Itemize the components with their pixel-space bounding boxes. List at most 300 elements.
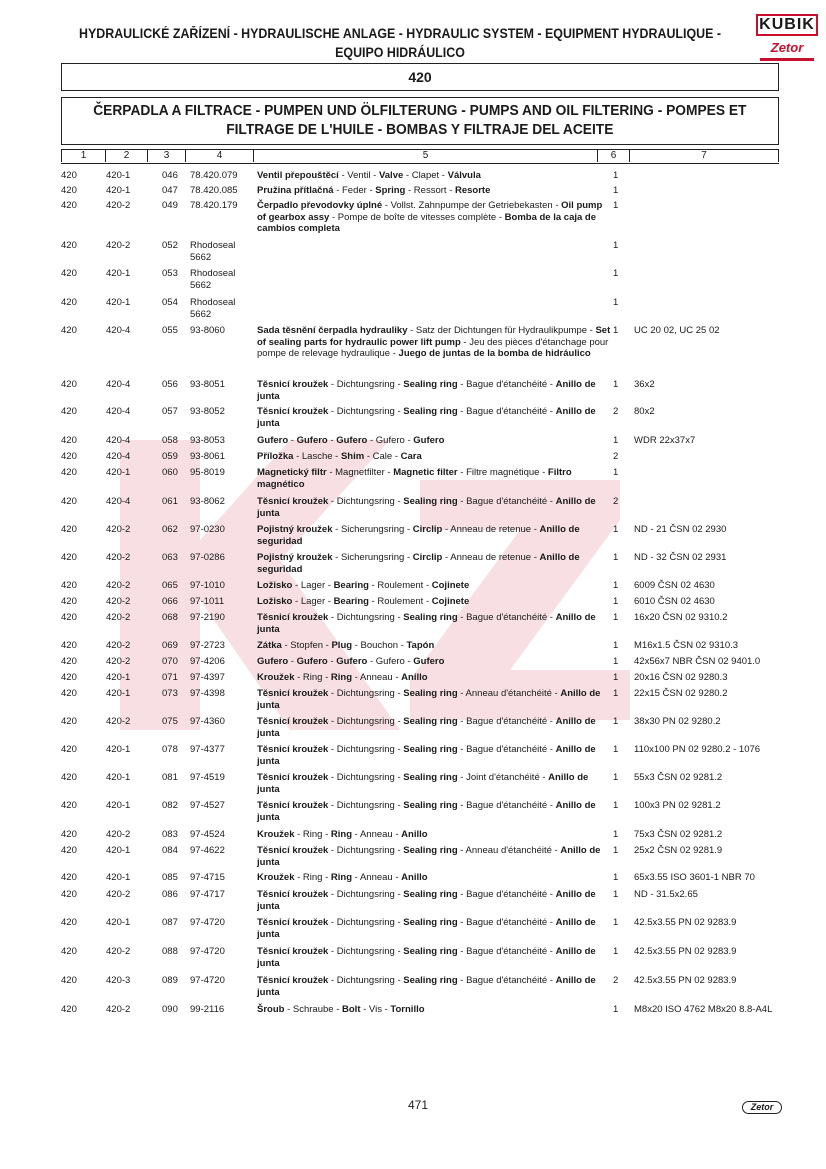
description-bold-text: Anillo de junta [257, 612, 596, 635]
description-bold-text: Magnetic filter [393, 467, 458, 478]
cell-c3: 058 [162, 435, 178, 446]
description-bold-text: Kroužek [257, 872, 295, 883]
cell-c1: 420 [61, 406, 77, 417]
cell-c4: 97-4398 [190, 688, 225, 699]
description-bold-text: Sealing ring [403, 496, 458, 507]
description-bold-text: Cojinete [431, 596, 470, 607]
cell-c3: 085 [162, 872, 178, 883]
cell-c4: 97-4715 [190, 872, 225, 883]
cell-c2: 420-1 [106, 845, 131, 856]
description-bold-text: Anillo de seguridad [257, 552, 580, 575]
cell-c6: 1 [613, 716, 619, 727]
description-bold-text: Filtro magnético [257, 467, 572, 490]
cell-c2: 420-4 [106, 379, 131, 390]
cell-c2: 420-4 [106, 435, 131, 446]
description-bold-text: Těsnicí kroužek [257, 379, 329, 390]
cell-c3: 090 [162, 1004, 178, 1015]
cell-c6: 1 [613, 845, 619, 856]
description-bold-text: Anillo [401, 872, 428, 883]
cell-c6: 1 [613, 200, 619, 211]
cell-c1: 420 [61, 379, 77, 390]
cell-c1: 420 [61, 240, 77, 251]
description-text: - Vollst. Zahnpumpe der Getriebekasten - [382, 200, 562, 211]
description-text: - Lager - [292, 580, 334, 591]
cell-c1: 420 [61, 596, 77, 607]
cell-c1: 420 [61, 744, 77, 755]
description-bold-text: Bearing [333, 580, 369, 591]
cell-c3: 049 [162, 200, 178, 211]
description-bold-text: Bolt [342, 1004, 361, 1015]
cell-c3: 069 [162, 640, 178, 651]
description-bold-text: Sealing ring [403, 975, 458, 986]
cell-c2: 420-1 [106, 185, 131, 196]
cell-c4: Rhodoseal 5662 [190, 297, 236, 320]
cell-c4: 97-4360 [190, 716, 225, 727]
cell-c3: 053 [162, 268, 178, 279]
description-text: - Bague d'étanchéité - [457, 496, 556, 507]
cell-c3: 068 [162, 612, 178, 623]
description-text: - [327, 435, 337, 446]
cell-c1: 420 [61, 872, 77, 883]
cell-c1: 420 [61, 975, 77, 986]
cell-c2: 420-2 [106, 612, 131, 623]
cell-c7: 20x16 ČSN 02 9280.3 [634, 672, 728, 683]
description-bold-text: Těsnicí kroužek [257, 772, 329, 783]
description-text: - Feder - [333, 185, 376, 196]
cell-c6: 1 [613, 435, 619, 446]
column-header-row [61, 149, 779, 164]
column-header-1: 1 [61, 150, 105, 162]
description-bold-text: Sealing ring [403, 845, 458, 856]
cell-c1: 420 [61, 800, 77, 811]
cell-c7: 75x3 ČSN 02 9281.2 [634, 829, 723, 840]
description-text: - Schraube - [284, 1004, 343, 1015]
cell-c4: 97-4377 [190, 744, 225, 755]
cell-c4: 97-1011 [190, 596, 225, 607]
cell-c7: 38x30 PN 02 9280.2 [634, 716, 721, 727]
description-bold-text: Gufero [413, 435, 445, 446]
description-bold-text: Gufero [336, 656, 368, 667]
column-header-7: 7 [629, 150, 779, 162]
cell-c4: 78.420.179 [190, 200, 238, 211]
description-text: - Gufero - [367, 656, 414, 667]
description-bold-text: Šroub [257, 1004, 285, 1015]
cell-c6: 1 [613, 672, 619, 683]
description-text: - Bague d'étanchéité - [457, 744, 556, 755]
cell-c4: 97-4524 [190, 829, 225, 840]
description-bold-text: Sealing ring [403, 379, 458, 390]
cell-description [257, 845, 612, 868]
description-bold-text: Anillo de junta [257, 496, 596, 519]
cell-c3: 073 [162, 688, 178, 699]
description-text: - Pompe de boîte de vitesses complète - [329, 211, 505, 223]
description-bold-text: Ring [330, 672, 353, 683]
cell-c2: 420-4 [106, 406, 131, 417]
cell-c1: 420 [61, 185, 77, 196]
cell-c3: 047 [162, 185, 178, 196]
cell-description [257, 716, 612, 739]
cell-c7: WDR 22x37x7 [634, 435, 696, 446]
cell-c2: 420-1 [106, 467, 131, 478]
description-bold-text: Set of sealing parts for hydraulic power lift pump [257, 325, 611, 348]
description-text: - Dichtungsring - [328, 772, 404, 783]
cell-c1: 420 [61, 716, 77, 727]
description-bold-text: Pružina přítlačná [257, 185, 334, 196]
cell-c4: 97-4720 [190, 946, 225, 957]
page-title [69, 24, 731, 62]
cell-c7: 16x20 ČSN 02 9310.2 [634, 612, 728, 623]
description-bold-text: Sealing ring [403, 800, 458, 811]
description-bold-text: Těsnicí kroužek [257, 744, 329, 755]
description-text: - Ring - [294, 872, 331, 883]
cell-description [257, 451, 612, 463]
cell-c2: 420-4 [106, 451, 131, 462]
description-bold-text: Ložisko [257, 596, 293, 607]
cell-description [257, 325, 612, 360]
description-text: - [288, 656, 297, 667]
cell-c2: 420-1 [106, 744, 131, 755]
description-text: - Dichtungsring - [328, 917, 404, 928]
cell-c1: 420 [61, 656, 77, 667]
description-text: - Anneau d'étanchéité - [457, 688, 561, 699]
description-text: - Dichtungsring - [328, 744, 404, 755]
cell-c4: 97-4527 [190, 800, 225, 811]
description-bold-text: Sealing ring [403, 744, 458, 755]
cell-c6: 1 [613, 656, 619, 667]
description-text: - Sicherungsring - [332, 552, 413, 563]
cell-c3: 089 [162, 975, 178, 986]
cell-c1: 420 [61, 552, 77, 563]
description-bold-text: Válvula [447, 170, 481, 181]
cell-c7: 80x2 [634, 406, 655, 417]
cell-c6: 1 [613, 552, 619, 563]
cell-description [257, 640, 612, 652]
cell-c1: 420 [61, 917, 77, 928]
description-text: - Bague d'étanchéité - [457, 975, 556, 986]
column-header-6: 6 [597, 150, 629, 162]
description-text: - Anneau de retenue - [442, 552, 540, 563]
description-bold-text: Těsnicí kroužek [257, 946, 329, 957]
description-bold-text: Anillo de junta [257, 772, 589, 795]
description-bold-text: Cara [400, 451, 422, 462]
cell-description [257, 170, 612, 182]
description-bold-text: Anillo [401, 829, 428, 840]
cell-c7: 42.5x3.55 PN 02 9283.9 [634, 946, 737, 957]
cell-c2: 420-2 [106, 946, 131, 957]
cell-c2: 420-2 [106, 716, 131, 727]
cell-description [257, 200, 612, 235]
cell-c2: 420-2 [106, 524, 131, 535]
cell-c6: 2 [613, 975, 619, 986]
cell-c3: 057 [162, 406, 178, 417]
cell-description [257, 406, 612, 429]
cell-c1: 420 [61, 451, 77, 462]
cell-c7: ND - 21 ČSN 02 2930 [634, 524, 727, 535]
cell-c2: 420-1 [106, 268, 131, 279]
cell-c4: 97-4397 [190, 672, 225, 683]
description-text: - Dichtungsring - [328, 612, 404, 623]
description-text: - Bague d'étanchéité - [457, 612, 556, 623]
cell-c1: 420 [61, 580, 77, 591]
description-text: - Bague d'étanchéité - [457, 379, 556, 390]
cell-c6: 1 [613, 772, 619, 783]
cell-c6: 1 [613, 946, 619, 957]
description-bold-text: Circlip [412, 524, 443, 535]
cell-c3: 081 [162, 772, 178, 783]
cell-c6: 2 [613, 406, 619, 417]
cell-c2: 420-2 [106, 656, 131, 667]
description-bold-text: Ložisko [257, 580, 293, 591]
cell-c1: 420 [61, 889, 77, 900]
cell-c7: M16x1.5 ČSN 02 9310.3 [634, 640, 739, 651]
cell-c7: 42.5x3.55 PN 02 9283.9 [634, 917, 737, 928]
group-number-box: 420 [61, 63, 779, 91]
description-text: - Dichtungsring - [328, 975, 404, 986]
cell-description [257, 946, 612, 969]
description-bold-text: Anillo de junta [257, 716, 596, 739]
cell-c4: 97-1010 [190, 580, 225, 591]
cell-c7: 36x2 [634, 379, 655, 390]
cell-description [257, 1004, 612, 1016]
cell-c2: 420-2 [106, 240, 131, 251]
cell-description [257, 975, 612, 998]
cell-c4: 97-2190 [190, 612, 225, 623]
cell-description [257, 672, 612, 684]
cell-c7: 55x3 ČSN 02 9281.2 [634, 772, 723, 783]
cell-c1: 420 [61, 612, 77, 623]
description-bold-text: Kroužek [257, 829, 295, 840]
description-bold-text: Sealing ring [403, 406, 458, 417]
description-text: - Bague d'étanchéité - [457, 800, 556, 811]
description-bold-text: Čerpadlo převodovky úplné [257, 200, 383, 211]
cell-c2: 420-1 [106, 917, 131, 928]
description-bold-text: Příložka [257, 451, 294, 462]
cell-description [257, 772, 612, 795]
description-text: - Roulement - [368, 596, 432, 607]
section-title-box [61, 97, 779, 145]
description-bold-text: Sada těsnění čerpadla hydrauliky [257, 325, 408, 336]
cell-c3: 084 [162, 845, 178, 856]
cell-c1: 420 [61, 170, 77, 181]
cell-c3: 086 [162, 889, 178, 900]
cell-description [257, 524, 612, 547]
cell-c2: 420-2 [106, 889, 131, 900]
description-text: - Dichtungsring - [328, 379, 404, 390]
cell-c6: 1 [613, 1004, 619, 1015]
cell-c1: 420 [61, 325, 77, 336]
description-text: - Clapet - [403, 170, 448, 181]
cell-c7: ND - 32 ČSN 02 2931 [634, 552, 727, 563]
cell-c6: 1 [613, 240, 619, 251]
cell-c3: 082 [162, 800, 178, 811]
cell-c3: 056 [162, 379, 178, 390]
description-bold-text: Spring [375, 185, 406, 196]
description-bold-text: Anillo de seguridad [257, 524, 580, 547]
description-bold-text: Pojistný kroužek [257, 524, 333, 535]
cell-c6: 1 [613, 596, 619, 607]
cell-c6: 1 [613, 800, 619, 811]
description-bold-text: Cojinete [431, 580, 470, 591]
description-bold-text: Anillo [401, 672, 428, 683]
description-text: - Dichtungsring - [328, 889, 404, 900]
description-text: - Ring - [294, 829, 331, 840]
cell-description [257, 435, 612, 447]
description-bold-text: Ring [330, 872, 353, 883]
description-text: - Joint d'étanchéité - [457, 772, 549, 783]
cell-c3: 052 [162, 240, 178, 251]
cell-c3: 087 [162, 917, 178, 928]
description-bold-text: Těsnicí kroužek [257, 800, 329, 811]
cell-c1: 420 [61, 200, 77, 211]
cell-c3: 070 [162, 656, 178, 667]
cell-c6: 1 [613, 829, 619, 840]
description-bold-text: Resorte [454, 185, 491, 196]
description-bold-text: Těsnicí kroužek [257, 612, 329, 623]
section-title-line-1: ČERPADLA A FILTRACE - PUMPEN UND ÖLFILTERUNG - PUMPS AND OIL FILTERING - POMPES ET [93, 103, 747, 119]
description-bold-text: Anillo de junta [257, 975, 596, 998]
description-bold-text: Bomba de la caja de cambios completa [257, 211, 596, 234]
cell-description [257, 580, 612, 592]
cell-c3: 088 [162, 946, 178, 957]
cell-c1: 420 [61, 268, 77, 279]
cell-c1: 420 [61, 297, 77, 308]
cell-c7: M8x20 ISO 4762 M8x20 8.8-A4L [634, 1004, 773, 1015]
cell-c7: 100x3 PN 02 9281.2 [634, 800, 721, 811]
cell-c2: 420-4 [106, 496, 131, 507]
description-text: - Magnetfilter - [326, 467, 394, 478]
description-bold-text: Kroužek [257, 672, 295, 683]
description-text: - Ring - [294, 672, 331, 683]
cell-c3: 060 [162, 467, 178, 478]
cell-c4: 97-4720 [190, 917, 225, 928]
description-bold-text: Sealing ring [403, 772, 458, 783]
description-text: - Bague d'étanchéité - [457, 716, 556, 727]
cell-c4: Rhodoseal 5662 [190, 268, 236, 291]
cell-c1: 420 [61, 640, 77, 651]
cell-c1: 420 [61, 1004, 77, 1015]
cell-c4: Rhodoseal 5662 [190, 240, 236, 263]
cell-c6: 1 [613, 297, 619, 308]
description-text: - Lasche - [293, 451, 341, 462]
kubik-logo-text: KUBIK [756, 14, 818, 36]
description-bold-text: Sealing ring [403, 716, 458, 727]
cell-c7: 42.5x3.55 PN 02 9283.9 [634, 975, 737, 986]
cell-c2: 420-4 [106, 325, 131, 336]
cell-c4: 97-0286 [190, 552, 225, 563]
cell-c4: 99-2116 [190, 1004, 225, 1015]
cell-c1: 420 [61, 524, 77, 535]
cell-c6: 1 [613, 325, 619, 336]
cell-description [257, 596, 612, 608]
description-text: - Dichtungsring - [328, 800, 404, 811]
cell-c2: 420-2 [106, 640, 131, 651]
cell-c6: 1 [613, 872, 619, 883]
cell-c3: 055 [162, 325, 178, 336]
cell-c7: UC 20 02, UC 25 02 [634, 325, 720, 336]
cell-c7: 22x15 ČSN 02 9280.2 [634, 688, 728, 699]
description-bold-text: Gufero [257, 435, 289, 446]
cell-c1: 420 [61, 772, 77, 783]
cell-description [257, 889, 612, 912]
cell-c6: 1 [613, 889, 619, 900]
description-text: - Bague d'étanchéité - [457, 946, 556, 957]
cell-c1: 420 [61, 467, 77, 478]
cell-description [257, 744, 612, 767]
cell-c4: 78.420.085 [190, 185, 238, 196]
description-bold-text: Sealing ring [403, 889, 458, 900]
cell-c3: 083 [162, 829, 178, 840]
description-bold-text: Gufero [413, 656, 445, 667]
cell-c2: 420-1 [106, 688, 131, 699]
cell-c6: 1 [613, 524, 619, 535]
zetor-footer-logo: Zetor [742, 1101, 782, 1114]
description-bold-text: Sealing ring [403, 946, 458, 957]
cell-c2: 420-1 [106, 872, 131, 883]
cell-c2: 420-2 [106, 1004, 131, 1015]
cell-c2: 420-1 [106, 297, 131, 308]
description-text: - Roulement - [368, 580, 432, 591]
description-bold-text: Pojistný kroužek [257, 552, 333, 563]
cell-c6: 1 [613, 268, 619, 279]
cell-c3: 071 [162, 672, 178, 683]
description-text: - [327, 656, 337, 667]
description-bold-text: Anillo de junta [257, 744, 596, 767]
description-text: - Bague d'étanchéité - [457, 917, 556, 928]
description-bold-text: Anillo de junta [257, 917, 596, 940]
cell-c2: 420-2 [106, 596, 131, 607]
cell-c3: 059 [162, 451, 178, 462]
column-header-5: 5 [253, 150, 597, 162]
cell-c1: 420 [61, 496, 77, 507]
cell-c7: 65x3.55 ISO 3601-1 NBR 70 [634, 872, 755, 883]
page-title-line-1: HYDRAULICKÉ ZAŘÍZENÍ - HYDRAULISCHE ANLAGE - HYDRAULIC SYSTEM - EQUIPMENT HYDRAULIQUE - [79, 26, 721, 41]
description-text: - Ventil - [338, 170, 379, 181]
cell-c4: 78.420.079 [190, 170, 238, 181]
description-bold-text: Ventil přepouštěcí [257, 170, 339, 181]
cell-c4: 93-8052 [190, 406, 225, 417]
cell-c6: 1 [613, 467, 619, 478]
cell-c1: 420 [61, 672, 77, 683]
description-text: - Cale - [364, 451, 401, 462]
description-text: - Vis - [360, 1004, 391, 1015]
cell-c4: 93-8062 [190, 496, 225, 507]
description-bold-text: Valve [378, 170, 404, 181]
cell-c4: 97-2723 [190, 640, 225, 651]
cell-c2: 420-3 [106, 975, 131, 986]
cell-description [257, 552, 612, 575]
cell-description [257, 185, 612, 197]
description-bold-text: Anillo de junta [257, 688, 601, 711]
cell-c3: 075 [162, 716, 178, 727]
description-text: - Dichtungsring - [328, 688, 404, 699]
cell-c6: 1 [613, 917, 619, 928]
cell-c1: 420 [61, 845, 77, 856]
cell-c1: 420 [61, 688, 77, 699]
description-bold-text: Těsnicí kroužek [257, 716, 329, 727]
cell-c1: 420 [61, 946, 77, 957]
logo-stripe [760, 58, 814, 61]
description-bold-text: Těsnicí kroužek [257, 917, 329, 928]
cell-description [257, 656, 612, 668]
cell-c6: 1 [613, 170, 619, 181]
cell-c2: 420-1 [106, 772, 131, 783]
cell-c4: 97-4720 [190, 975, 225, 986]
cell-c7: 110x100 PN 02 9280.2 - 1076 [634, 744, 761, 755]
description-bold-text: Anillo de junta [257, 406, 596, 429]
cell-c3: 078 [162, 744, 178, 755]
description-bold-text: Sealing ring [403, 612, 458, 623]
description-bold-text: Těsnicí kroužek [257, 406, 329, 417]
